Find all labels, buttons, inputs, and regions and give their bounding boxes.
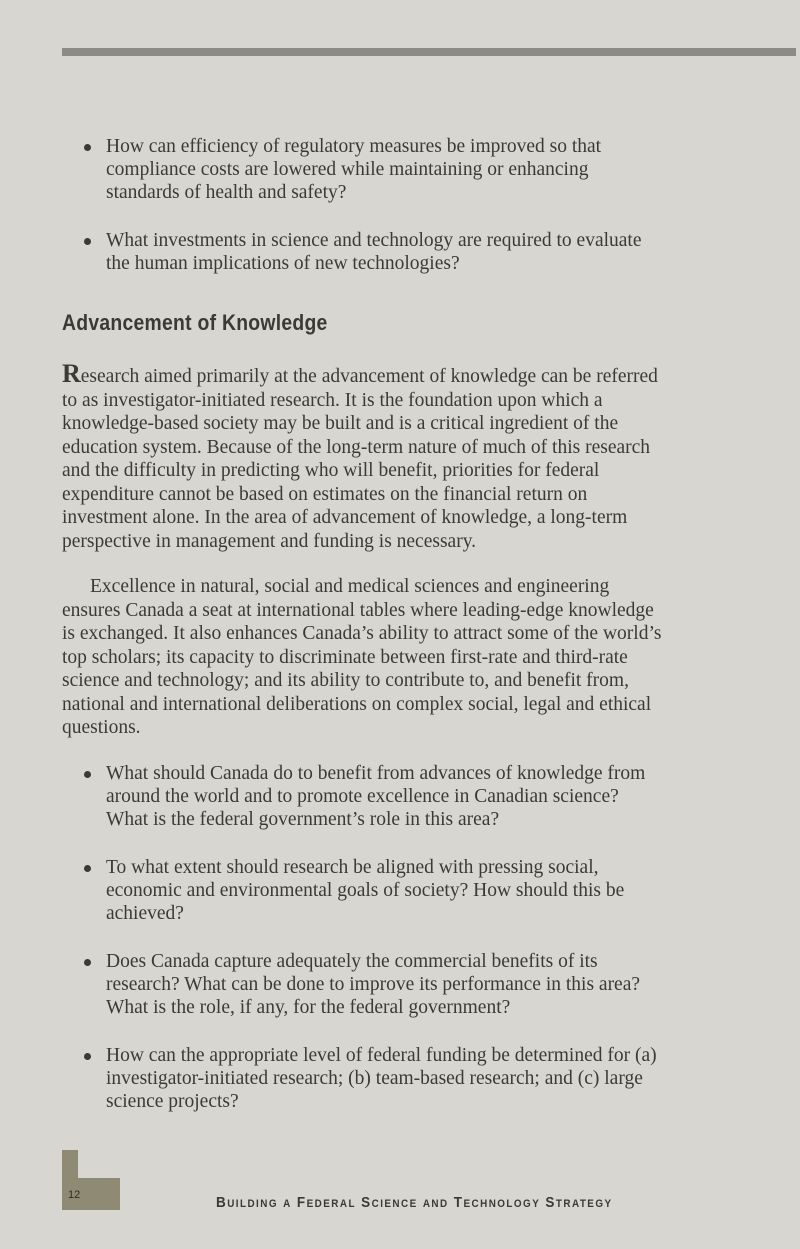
list-item (62, 1044, 662, 1113)
bullet-dot-icon (84, 144, 91, 151)
drop-cap: R (62, 359, 81, 388)
paragraph-2: Excellence in natural, social and medical sciences and engineering ensures Canada a seat at international tables where leading-edge knowledge is exchanged. It also enhances Canada’s ability to attract some of the world’s top scholars; its capacity to discriminate between first-rate and third-rate science and technology; and its ability to contribute to, and benefit from, national and international deliberations on complex social, legal and ethical questions. (62, 576, 662, 738)
bullet-dot-icon (84, 1053, 91, 1060)
page-footer (62, 1150, 762, 1210)
bullet-text: To what extent should research be aligned with pressing social, economic and environmental goals of society? How should this be achieved? (106, 856, 625, 924)
page-tab-notch (78, 1150, 120, 1178)
footer-title: Building a Federal Science and Technology Strategy (216, 1194, 613, 1211)
bullet-text: What should Canada do to benefit from advances of knowledge from around the world and to promote excellence in Canadian science? What is the federal government’s role in this area? (106, 762, 646, 830)
page-tab (62, 1150, 120, 1210)
bullet-list-questions (62, 762, 662, 1113)
bullet-text: Does Canada capture adequately the commercial benefits of its research? What can be done to improve its performance in this area? What is the role, if any, for the federal government? (106, 950, 641, 1018)
list-item (62, 135, 662, 204)
page-number: 12 (68, 1189, 81, 1201)
bullet-text: How can efficiency of regulatory measures be improved so that compliance costs are lowered while maintaining or enhancing standards of health and safety? (106, 136, 602, 203)
list-item (62, 856, 662, 925)
bullet-list-top (62, 135, 662, 275)
bullet-dot-icon (84, 865, 91, 872)
paragraph-1-text: esearch aimed primarily at the advancement of knowledge can be referred to as investigator-initiated research. It is the foundation upon which a knowledge-based society may be built and is a critical ingredient of the education system. Because of the long-term nature of much of this research and the difficulty in predicting who will benefit, priorities for federal expenditure cannot be based on estimates on the financial return on investment alone. In the area of advancement of knowledge, a long-term perspective in management and funding is necessary. (62, 366, 658, 552)
bullet-dot-icon (84, 771, 91, 778)
bullet-dot-icon (84, 238, 91, 245)
bullet-text: How can the appropriate level of federal funding be determined for (a) investigator-initiated research; (b) team-based research; and (c) large science projects? (106, 1044, 657, 1112)
section-heading: Advancement of Knowledge (62, 310, 328, 335)
paragraph-1 (62, 359, 662, 553)
top-rule (62, 48, 796, 56)
list-item (62, 762, 662, 831)
list-item (62, 950, 662, 1019)
bullet-text: What investments in science and technology are required to evaluate the human implications of new technologies? (106, 230, 642, 274)
page-content (62, 135, 662, 1138)
list-item (62, 229, 662, 275)
bullet-dot-icon (84, 959, 91, 966)
